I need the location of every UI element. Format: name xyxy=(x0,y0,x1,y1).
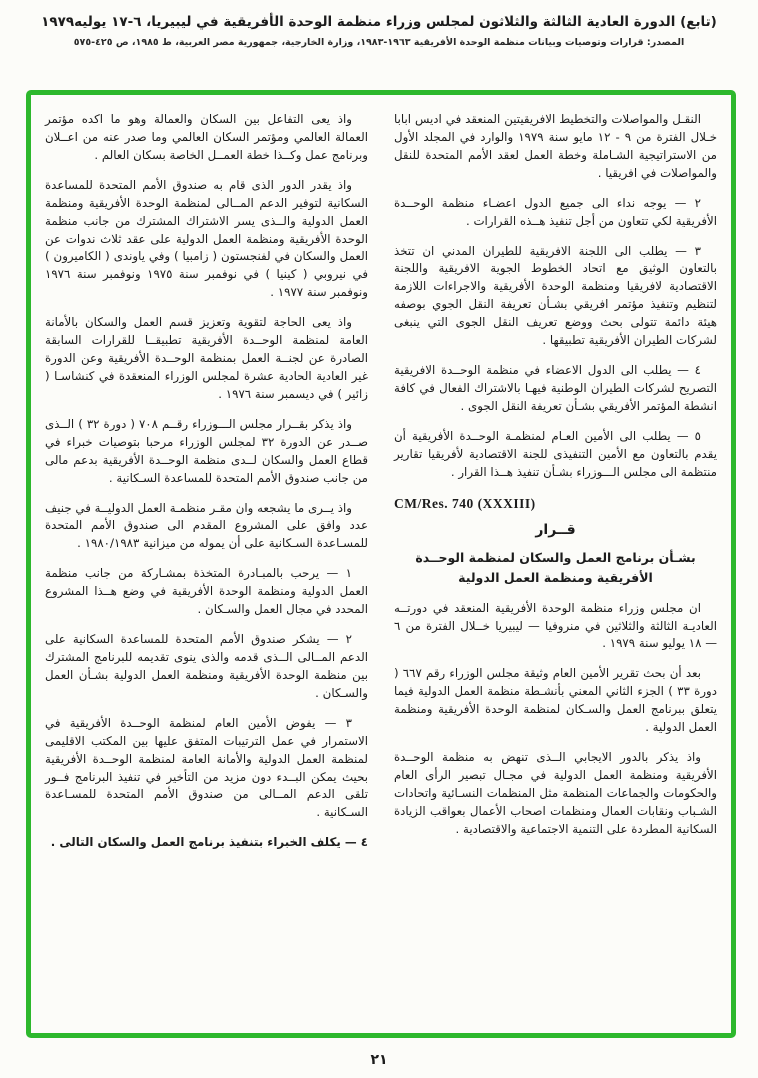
page-number: ٢١ xyxy=(370,1052,388,1068)
two-column-layout xyxy=(45,111,717,1023)
column-right xyxy=(394,111,717,1023)
session-title: (تابع) الدورة العادية الثالثة والثلاثون لمجلس وزراء منظمة الوحدة الأفريقية في ليبيريا، ٦-١٧ يوليه١٩٧٩ xyxy=(41,14,717,30)
numbered-clause: ٣ — يفوض الأمين العام لمنظمة الوحــدة الأفريقية في الاستمرار في عمل الترتيبات المتفق عليها بين المكتب الاقليمى لمنظمة العمل الدولية والأمانة العامة لمنظمة الوحــدة الأفريقية بحيث يمكن البــدء دون مزيد من التأخير في تنفيذ البرنامج فــور تلقى الدعم المــالى من صندوق الأمم المتحدة للمسـاعدة السـكانية . xyxy=(45,715,368,820)
numbered-clause: ١ — يرحب بالمبـادرة المتخذة بمشـاركة من جانب منظمة العمل الدولية ومنظمة الوحدة الأفريقية في وضع هــذا المشروع المحدد في مجال العمل والسـكان . xyxy=(45,566,368,617)
paragraph: واذ يذكر بالدور الايجابي الــذى تنهض به منظمة الوحــدة الأفريقية ومنظمة العمل الدولية في مجـال تبصير الرأى العام والحكومات والجماعات المنظمة مثل المنظمات النسـائية واتحادات الشـباب ونقابات العمال ومنظمات اصحاب الأعمال بعواقب الزيادة السكانية المطردة على التنمية الاجتماعية والاقتصادية . xyxy=(394,750,717,836)
numbered-clause: ٣ — يطلب الى اللجنة الافريقية للطيران المدني ان تتخذ بالتعاون الوثيق مع اتحاد الخطوط الجوية الافريقية واللجنة الاقتصادية لافريقيا ومنظمة الوحدة الأفريقية والاجراءات اللازمة لتنظيم وتنفيذ مؤتمر افريقي بشـأن تعريفة النقل الجوي بوصفه هيئة دائمة تتولى بحث ووضع تعريف النقل الجوى التي ينبغى لشركات الطيران الأفريقية تطبيقها . xyxy=(394,243,717,348)
numbered-clause: ٢ — يوجه نداء الى جميع الدول اعضـاء منظمة الوحــدة الأفريقية لكي تتعاون من أجل تنفيذ هــذه القرارات . xyxy=(394,195,717,228)
paragraph: واذ يذكر بقــرار مجلس الـــوزراء رقــم ٧٠٨ ( دورة ٣٢ ) الــذى صــدر عن الدورة ٣٢ لمجلس الوزراء مرحبا بتوصيات خبراء في قطاع العمل والسكان لــدى منظمة الوحــدة الأفريقية بدعم مالى من جانب صندوق الأمم المتحدة للمساعدة السـكانية . xyxy=(45,416,368,485)
paragraph: واذ يقدر الدور الذى قام به صندوق الأمم المتحدة للمساعدة السكانية لتوفير الدعم المــالى لمنظمة الوحدة الأفريقية ومنظمة العمل الدولية والــذى يسر الاشتراك المشترك من جانب منظمة الوحدة الأفريقية ومنظمة العمل الدولية على عقد ثلاث ندوات عن العمل والسكان في لفنجستون ( زامبيا ) وفي ياوندى ( الكاميرون ) في نيروبي ( كينيا ) في نوفمبر سنة ١٩٧٥ ونوفمبر سنة ١٩٧٦ ونوفمبر سنة ١٩٧٧ . xyxy=(45,177,368,300)
paragraph: واذ يعى الحاجة لتقوية وتعزيز قسم العمل والسكان بالأمانة العامة لمنظمة الوحــدة الأفريقية تطبيقــا للقرارات السابقة الصادرة عن لجنــة العمل بمنظمة الوحــدة الأفريقية وعن الدورة غير العادية الحادية عشرة لمجلس الوزراء المنعقدة في كنشاسـا ( زائير ) في ديسمبر سنة ١٩٧٦ . xyxy=(45,315,368,401)
resolution-reference-code: CM/Res. 740 (XXXIII) xyxy=(394,495,536,511)
source-citation: المصدر: قرارات وتوصيات وبيانات منظمة الوحدة الأفريقية ١٩٦٣-١٩٨٣، وزارة الخارجية، جمهورية مصر العربية، ط ١٩٨٥، ص ٤٢٥-٥٧٥ xyxy=(73,37,685,48)
numbered-clause: ٢ — يشكر صندوق الأمم المتحدة للمساعدة السكانية على الدعم المــالى الــذى قدمه والذى ينوى تقديمه للبرنامج المشترك بين منظمة الوحدة الأفريقية ومنظمة العمل الدولية بشـأن العمل والسـكان . xyxy=(45,632,368,700)
resolution-subtitle: بشـأن برنامج العمل والسكان لمنظمة الوحــدة الأفريقية ومنظمة العمل الدولية xyxy=(415,549,696,585)
resolution-title: قــرار xyxy=(535,521,576,538)
paragraph: ان مجلس وزراء منظمة الوحدة الأفريقية المنعقد في دورتــه العاديـة الثالثة والثلاثين في منروفيا — ليبيريا خــلال الفترة من ٦ — ١٨ يوليو سنة ١٩٧٩ . xyxy=(394,600,717,651)
numbered-clause: ٥ — يطلب الى الأمين العـام لمنظمـة الوحــدة الأفريقية أن يقدم بالتعاون مع الأمين التنفيذى للجنة الاقتصادية لأفريقيا تقارير منتظمة الى مجلس الـــوزراء بشـأن تنفيذ هــذا القرار . xyxy=(394,428,717,479)
paragraph: واذ يعى التفاعل بين السكان والعمالة وهو ما اكده مؤتمر العمالة العالمي ومؤتمر السكان العالمي وما صدر عنه من اعــلان وبرنامج عمل وكــذا خطة العمــل الخاصة بسكان العالم . xyxy=(45,112,368,162)
page-header xyxy=(0,0,758,48)
numbered-clause: ٤ — يطلب الى الدول الاعضاء في منظمة الوحــدة الافريقية التصريح لشركات الطيران الوطنية فيهـا بالاشتراك الفعال في كافة انشطة المؤتمر الأفريقي بشـأن تعريفة النقل الجوى . xyxy=(394,363,717,413)
paragraph: بعد أن بحث تقرير الأمين العام وثيقة مجلس الوزراء رقم ٦٦٧ ( دورة ٣٣ ) الجزء الثاني المعني بأنشـطة منظمة العمل الدولية فيما يتعلق ببرنامج العمل والسـكان لمنظمة الوحدة الأفريقية ومنظمة العمل الدولية . xyxy=(394,666,718,735)
column-left xyxy=(45,111,368,1023)
numbered-clause-bold: ٤ — يكلف الخبراء بتنفيذ برنامج العمل والسكان التالى . xyxy=(50,835,368,850)
green-border-frame xyxy=(26,90,736,1038)
paragraph: واذ يــرى ما يشجعه وان مقـر منظمـة العمل الدوليــة في جنيف عدد وافق على المشروع المقدم الى صندوق الأمم المتحدة للمسـاعدة السـكانية على أن يموله من ميزانية ١٩٨٠/١٩٨٣ . xyxy=(45,500,368,551)
paragraph: النقـل والمواصلات والتخطيط الافريقيتين المنعقد في اديس ابابا خـلال الفترة من ٩ - ١٢ مايو سنة ١٩٧٩ والوارد في المجلد الأول من الاستراتيجية الشـاملة وخطة العمل لعقد الأمم المتحدة للنقل والمواصلات في افريقيا . xyxy=(394,112,717,180)
